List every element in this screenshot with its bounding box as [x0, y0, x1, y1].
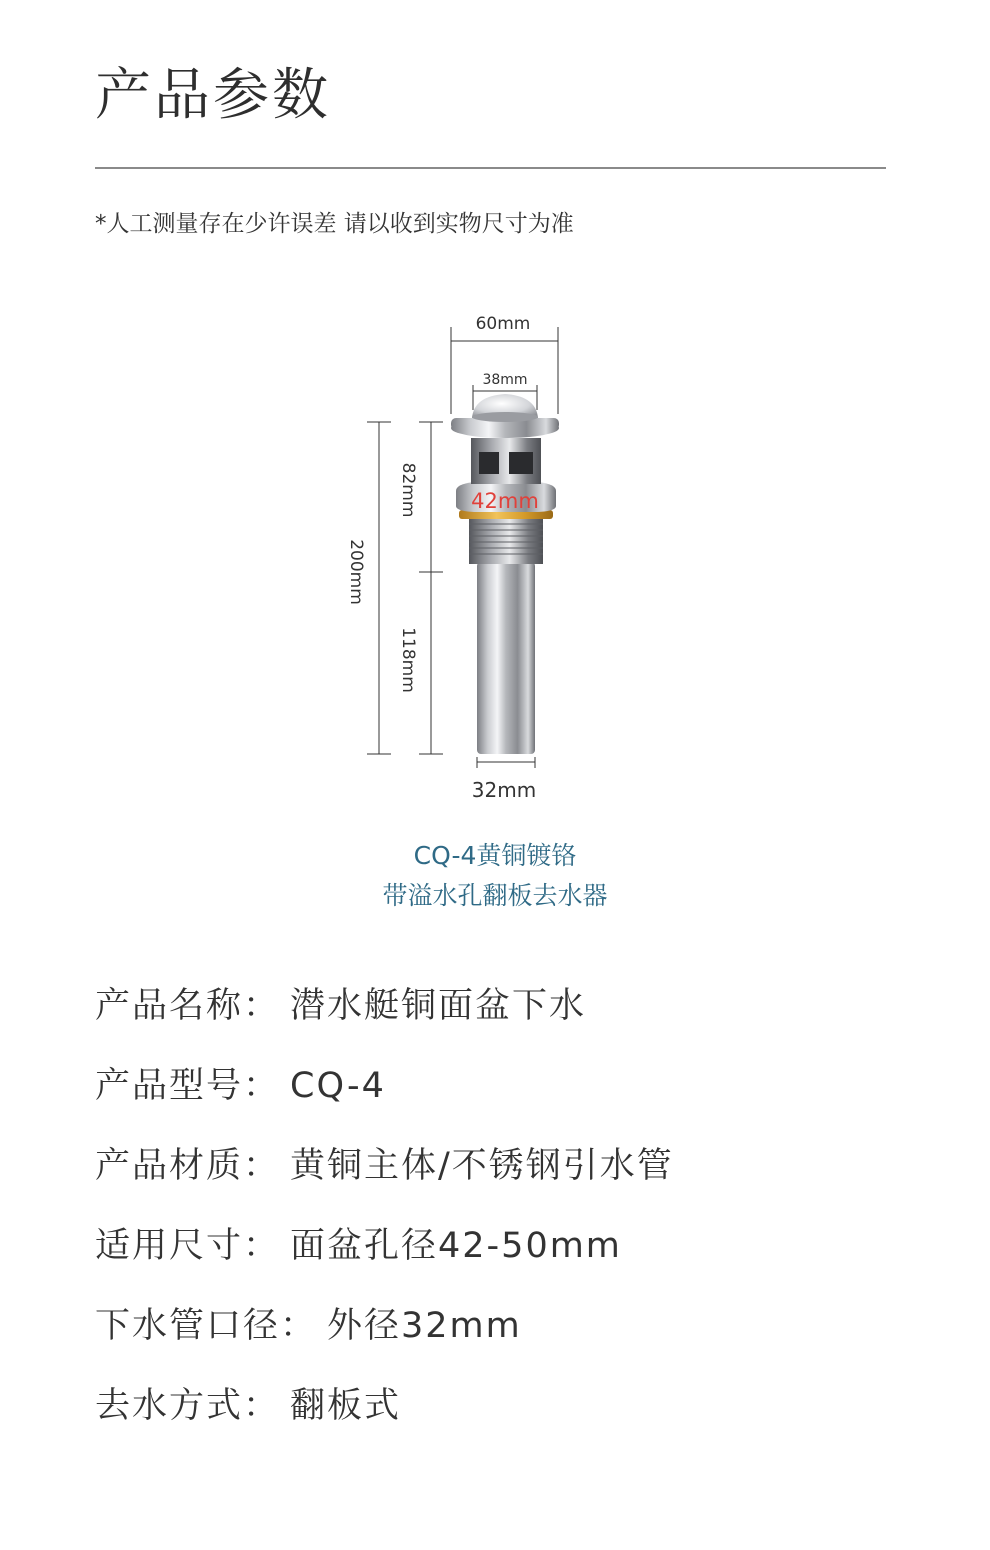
spec-row-name — [95, 985, 586, 1027]
spec-label: 产品型号： — [95, 1066, 281, 1106]
spec-value: CQ-4 — [290, 1066, 386, 1106]
spec-label: 适用尺寸： — [95, 1226, 281, 1266]
spec-value: 外径32mm — [327, 1306, 522, 1346]
product-caption-model: CQ-4黄铜镀铬 — [413, 841, 577, 870]
spec-value: 潜水艇铜面盆下水 — [290, 986, 587, 1026]
spec-row-pipe — [95, 1305, 522, 1347]
spec-row-material — [95, 1145, 674, 1187]
product-caption-type: 带溢水孔翻板去水器 — [382, 881, 608, 910]
page-title: 产品参数 — [95, 63, 331, 128]
spec-row-model — [95, 1065, 386, 1107]
spec-row-drain-type — [95, 1385, 401, 1427]
spec-value: 面盆孔径42-50mm — [290, 1226, 622, 1266]
spec-row-size — [95, 1225, 622, 1267]
spec-label: 产品材质： — [95, 1146, 281, 1186]
label-hole-diameter: 42mm — [471, 489, 539, 513]
spec-value: 黄铜主体/不锈钢引水管 — [290, 1146, 674, 1186]
label-total-height: 200mm — [346, 539, 366, 605]
dimension-section-heights — [419, 422, 443, 754]
label-outer-width: 60mm — [475, 314, 531, 334]
spec-value: 翻板式 — [290, 1386, 402, 1426]
product-dimension-diagram — [0, 300, 990, 830]
label-pipe-diameter: 32mm — [471, 778, 537, 802]
label-upper-height: 82mm — [398, 462, 418, 518]
title-divider — [95, 167, 886, 169]
spec-label: 产品名称： — [95, 986, 281, 1026]
spec-label: 下水管口径： — [95, 1306, 318, 1346]
dimension-total-height — [367, 422, 391, 754]
spec-label: 去水方式： — [95, 1386, 281, 1426]
drain-illustration — [451, 394, 559, 754]
dimension-pipe-diameter — [477, 757, 535, 768]
label-cap-width: 38mm — [482, 372, 528, 388]
measurement-note: *人工测量存在少许误差 请以收到实物尺寸为准 — [95, 211, 574, 237]
label-pipe-length: 118mm — [398, 627, 418, 693]
